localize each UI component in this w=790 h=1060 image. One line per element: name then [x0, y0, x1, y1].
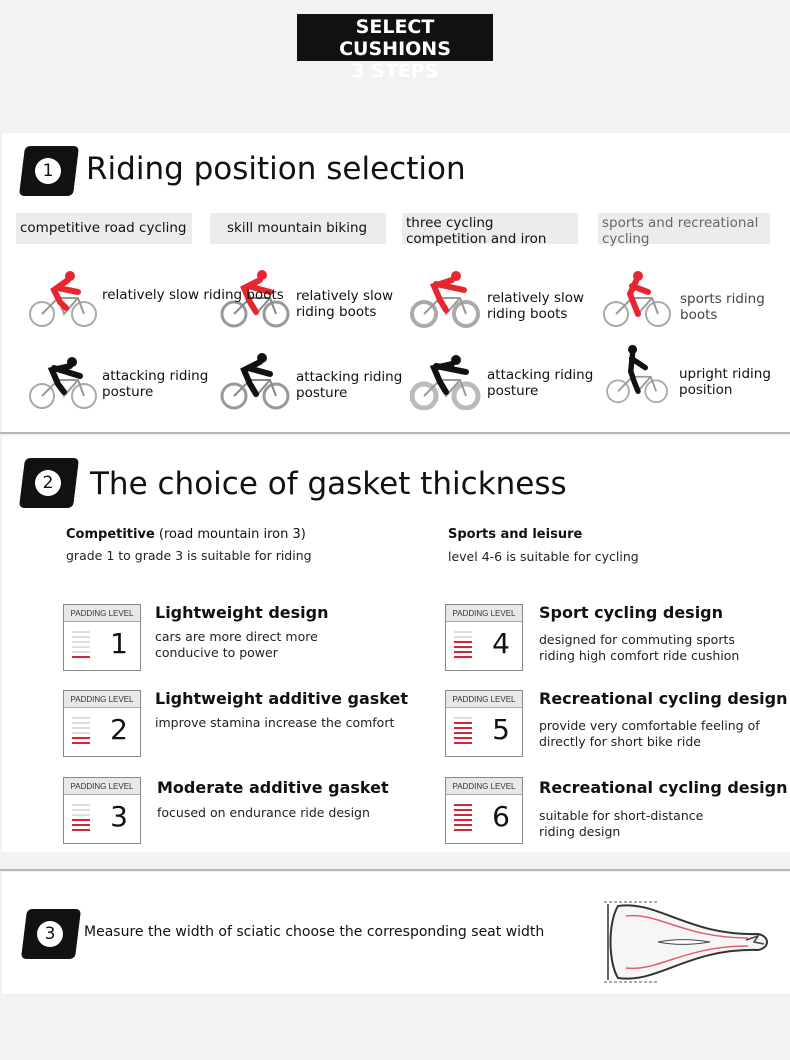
divider	[0, 869, 790, 871]
padding-level-description-line: improve stamina increase the comfort	[155, 715, 395, 730]
padding-level-bars-icon	[72, 804, 90, 834]
category-tab-recreational: sports and recreational cycling	[598, 213, 770, 244]
padding-level-number: 5	[492, 713, 510, 746]
road-cyclist-black-icon	[410, 350, 482, 410]
padding-level-title: Moderate additive gasket	[157, 778, 389, 797]
padding-level-bars-icon	[454, 631, 472, 661]
rider-label: attacking riding posture	[296, 369, 403, 401]
road-cyclist-black-icon	[28, 350, 100, 410]
category-tab-triathlon: three cycling competition and iron	[402, 213, 578, 244]
padding-level-label: PADDING LEVEL	[446, 778, 522, 795]
padding-level-number: 6	[492, 800, 510, 833]
padding-level-card	[445, 777, 523, 844]
padding-level-title: Lightweight design	[155, 603, 329, 622]
step-badge-1: 1	[19, 146, 79, 196]
padding-level-title: Recreational cycling design	[539, 778, 788, 797]
padding-level-title: Recreational cycling design	[539, 689, 788, 708]
padding-level-description	[155, 629, 318, 661]
category-tab-mountain: skill mountain biking	[210, 213, 386, 244]
padding-level-bars-icon	[72, 631, 90, 661]
seat-width-instruction: Measure the width of sciatic choose the corresponding seat width	[84, 924, 545, 940]
padding-level-label: PADDING LEVEL	[64, 778, 140, 795]
padding-level-description-line: riding design	[539, 824, 621, 839]
padding-level-card	[63, 777, 141, 844]
section-title-riding-position: Riding position selection	[86, 151, 466, 187]
road-cyclist-red-icon	[602, 268, 674, 328]
padding-level-number: 3	[110, 800, 128, 833]
padding-level-label: PADDING LEVEL	[446, 691, 522, 708]
padding-level-description	[539, 808, 703, 840]
section-title-gasket: The choice of gasket thickness	[90, 466, 567, 502]
group-subtitle-competitive: grade 1 to grade 3 is suitable for riding	[66, 548, 312, 563]
padding-level-description-line: focused on endurance ride design	[157, 805, 370, 820]
group-subtitle-leisure: level 4-6 is suitable for cycling	[448, 549, 639, 564]
group-title-leisure: Sports and leisure	[448, 527, 583, 542]
road-cyclist-black-icon	[602, 344, 674, 404]
padding-level-bars-icon	[72, 717, 90, 747]
padding-level-description-line: riding high comfort ride cushion	[539, 648, 740, 663]
padding-level-number: 1	[110, 627, 128, 660]
rider-label: attacking riding posture	[487, 367, 594, 399]
padding-level-card	[445, 690, 523, 757]
road-cyclist-red-icon	[28, 268, 100, 328]
padding-level-description	[539, 632, 739, 664]
padding-level-description	[157, 805, 370, 821]
padding-level-number: 2	[110, 713, 128, 746]
padding-level-label: PADDING LEVEL	[64, 691, 140, 708]
page-title: SELECT CUSHIONS 3 STEPS	[297, 14, 493, 61]
padding-level-description-line: provide very comfortable feeling of	[539, 718, 760, 733]
padding-level-description	[155, 715, 394, 731]
padding-level-description-line: conducive to power	[155, 645, 278, 660]
padding-level-description-line: designed for commuting sports	[539, 632, 735, 647]
rider-label: upright riding position	[679, 366, 771, 398]
saddle-width-diagram-icon	[598, 896, 774, 988]
category-tab-road: competitive road cycling	[16, 213, 192, 244]
rider-label: attacking riding posture	[102, 368, 209, 400]
padding-level-label: PADDING LEVEL	[446, 605, 522, 622]
road-cyclist-red-icon	[410, 268, 482, 328]
padding-level-card	[63, 690, 141, 757]
step-badge-3: 3	[21, 909, 81, 959]
padding-level-description-line: cars are more direct more	[155, 629, 318, 644]
step-badge-2: 2	[19, 458, 79, 508]
rider-label: relatively slow riding boots	[487, 290, 585, 322]
padding-level-bars-icon	[454, 804, 472, 834]
group-title-competitive: Competitive (road mountain iron 3)	[66, 527, 306, 542]
rider-label: relatively slow riding boots	[296, 288, 394, 320]
divider	[0, 432, 790, 434]
padding-level-label: PADDING LEVEL	[64, 605, 140, 622]
road-cyclist-black-icon	[220, 350, 292, 410]
padding-level-description	[539, 718, 760, 750]
padding-level-card	[445, 604, 523, 671]
padding-level-description-line: suitable for short-distance	[539, 808, 704, 823]
padding-level-title: Lightweight additive gasket	[155, 689, 409, 708]
padding-level-card	[63, 604, 141, 671]
padding-level-description-line: directly for short bike ride	[539, 734, 701, 749]
padding-level-bars-icon	[454, 717, 472, 747]
padding-level-number: 4	[492, 627, 510, 660]
padding-level-title: Sport cycling design	[539, 603, 724, 622]
rider-label: sports riding boots	[680, 291, 765, 323]
rider-label: relatively slow riding boots	[102, 287, 284, 303]
